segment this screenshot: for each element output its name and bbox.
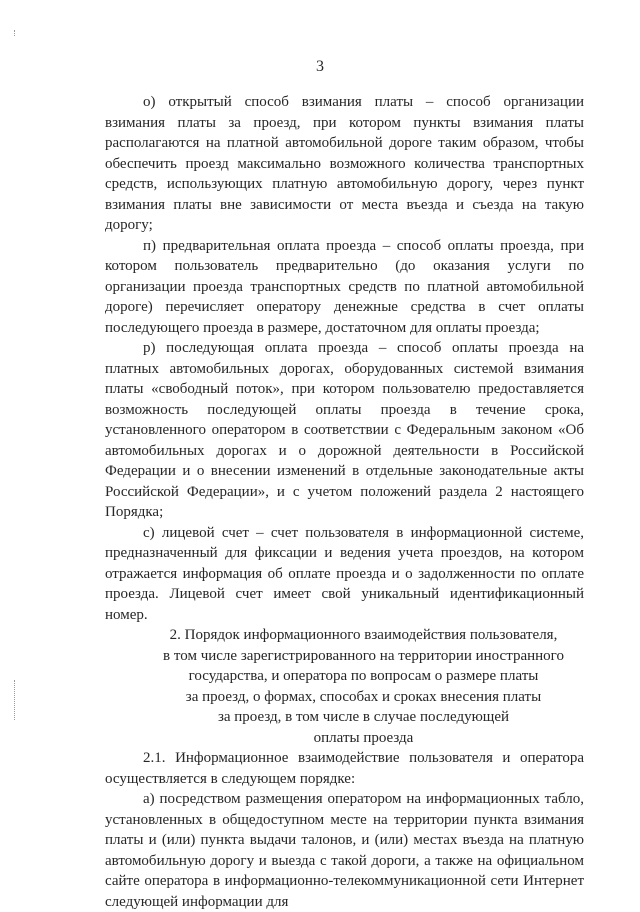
- definition-r: р) последующая оплата проезда – способ оплаты проезда на платных автомобильных дорогах, оборудованных системой взимания платы «свободный поток», при котором пользователю предоставляется возможность последующей оплаты проезда в течение срока, установленного оператором в соответствии с Федеральным законом «Об автомобильных дорогах и о дорожной деятельности в Российской Федерации и о внесении изменений в отдельные законодательные акты Российской Федерации», и с учетом положений раздела 2 настоящего Порядка;: [105, 340, 584, 520]
- scan-margin-mark-bottom: [14, 680, 16, 720]
- heading-line: в том числе зарегистрированного на территории иностранного: [163, 647, 564, 664]
- heading-line: оплаты проезда: [313, 729, 414, 746]
- section-2-heading: [105, 625, 584, 748]
- heading-line: за проезд, в том числе в случае последующей: [217, 709, 510, 725]
- document-body: [105, 92, 584, 912]
- definition-s: с) лицевой счет – счет пользователя в информационной системе, предназначенный для фиксации и ведения учета проездов, на котором отражается информация об оплате проезда и о задолженности по оплате проезда. Лицевой счет имеет свой уникальный идентификационный номер.: [105, 524, 584, 623]
- definition-o: о) открытый способ взимания платы – способ организации взимания платы за проезд, при котором пункты взимания платы располагаются на платной автомобильной дороге таким образом, чтобы обеспечить проезд максимально возможного количества транспортных средств, использующих платную автомобильную дорогу, через пункт взимания платы вне зависимости от места въезда и съезда на такую дорогу;: [105, 94, 584, 233]
- heading-line: за проезд, о формах, способах и сроках внесения платы: [185, 688, 542, 705]
- page-number: 3: [316, 58, 324, 75]
- heading-line: государства, и оператора по вопросам о размере платы: [188, 668, 539, 684]
- clause-2-1-a: а) посредством размещения оператором на информационных табло, установленных в общедоступном месте на территории пункта взимания платы и (или) пункта выдачи талонов, и (или) местах въезда на платную автомобильную дорогу и выезда с такой дороги, а также на официальном сайте оператора в информационно-телекоммуникационной сети Интернет следующей информации для: [105, 791, 584, 910]
- definition-p: п) предварительная оплата проезда – способ оплаты проезда, при котором пользователь предварительно (до оказания услуги по организации проезда транспортных средств по платной автомобильной дороге) перечисляет оператору денежные средства в счет оплаты последующего проезда в размере, достаточном для оплаты проезда;: [105, 237, 584, 336]
- heading-line: 2. Порядок информационного взаимодействия пользователя,: [169, 627, 558, 643]
- clause-2-1: 2.1. Информационное взаимодействие пользователя и оператора осуществляется в следующем порядке:: [105, 750, 584, 787]
- scan-margin-mark-top: [14, 30, 16, 36]
